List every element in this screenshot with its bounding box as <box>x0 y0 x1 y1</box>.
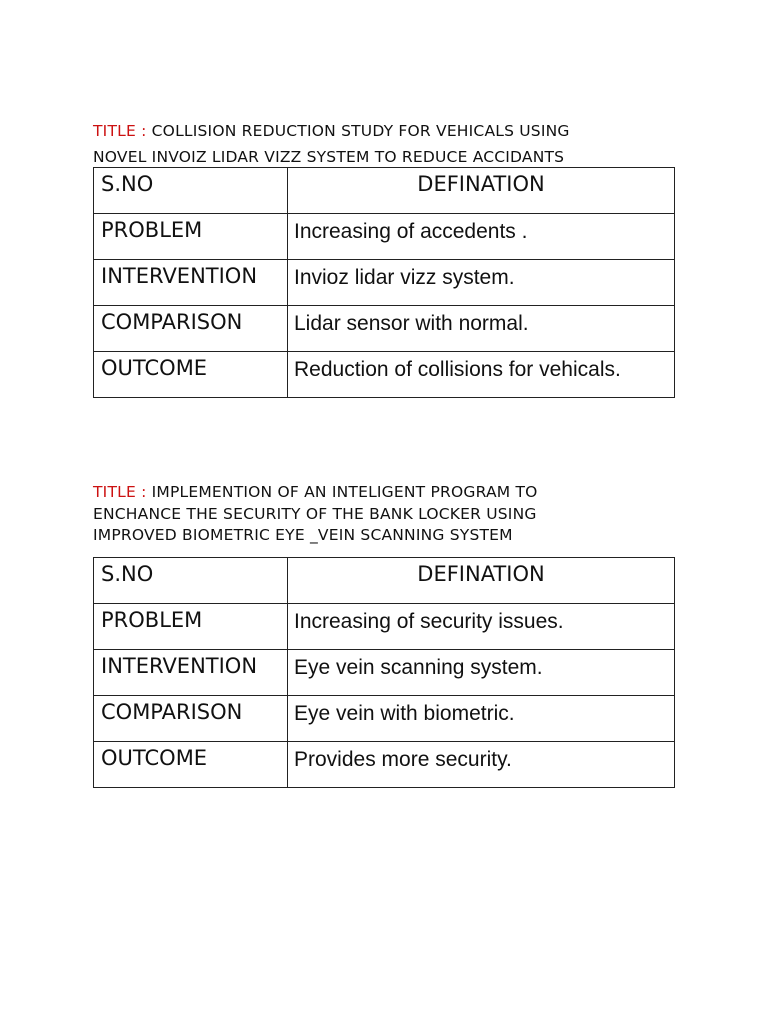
table-row <box>94 214 675 260</box>
table-row <box>94 742 675 788</box>
study-title <box>93 118 675 170</box>
row-value-cell: Increasing of security issues. <box>288 604 675 650</box>
row-key-cell: PROBLEM <box>94 214 288 260</box>
row-key-cell: OUTCOME <box>94 352 288 398</box>
row-value-cell: Invioz lidar vizz system. <box>288 260 675 306</box>
row-key-cell: INTERVENTION <box>94 650 288 696</box>
row-key-cell: PROBLEM <box>94 604 288 650</box>
row-key-cell: COMPARISON <box>94 306 288 352</box>
row-value-cell: Eye vein with biometric. <box>288 696 675 742</box>
table-header-row <box>94 558 675 604</box>
study-section-2 <box>93 482 675 771</box>
row-key-cell: COMPARISON <box>94 696 288 742</box>
pico-table <box>93 167 675 398</box>
table-row <box>94 650 675 696</box>
row-value-cell: Increasing of accedents . <box>288 214 675 260</box>
row-value-cell: Provides more security. <box>288 742 675 788</box>
row-key-cell: OUTCOME <box>94 742 288 788</box>
title-line: IMPLEMENTION OF AN INTELIGENT PROGRAM TO <box>151 483 538 501</box>
table-header-row <box>94 168 675 214</box>
title-line: COLLISION REDUCTION STUDY FOR VEHICALS USING <box>151 122 570 140</box>
table-row <box>94 260 675 306</box>
table-row <box>94 696 675 742</box>
study-title <box>93 482 675 547</box>
title-line: ENCHANCE THE SECURITY OF THE BANK LOCKER USING <box>93 504 537 523</box>
row-value-cell: Reduction of collisions for vehicals. <box>288 352 675 398</box>
table-row <box>94 306 675 352</box>
title-label: TITLE : <box>93 122 147 140</box>
pico-table <box>93 557 675 788</box>
header-value-cell: DEFINATION <box>288 558 675 604</box>
table-row <box>94 352 675 398</box>
study-section-1 <box>93 118 675 381</box>
row-key-cell: INTERVENTION <box>94 260 288 306</box>
header-value-cell: DEFINATION <box>288 168 675 214</box>
table-row <box>94 604 675 650</box>
header-key-cell: S.NO <box>94 558 288 604</box>
row-value-cell: Lidar sensor with normal. <box>288 306 675 352</box>
title-line: NOVEL INVOIZ LIDAR VIZZ SYSTEM TO REDUCE ACCIDANTS <box>93 148 565 166</box>
header-key-cell: S.NO <box>94 168 288 214</box>
row-value-cell: Eye vein scanning system. <box>288 650 675 696</box>
title-line: IMPROVED BIOMETRIC EYE _VEIN SCANNING SYSTEM <box>93 526 513 544</box>
title-label: TITLE : <box>93 483 147 501</box>
